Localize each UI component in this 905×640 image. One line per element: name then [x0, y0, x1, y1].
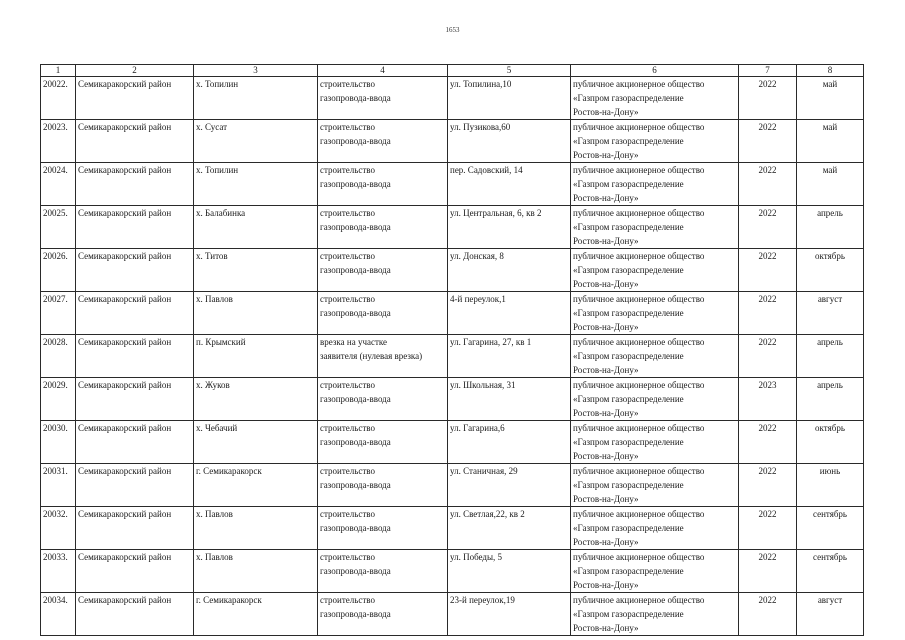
region-cell: Семикаракорский район	[76, 335, 194, 378]
address-cell: пер. Садовский, 14	[448, 163, 571, 206]
organization-cell-line: публичное акционерное общество	[573, 337, 705, 347]
row-number-cell: 20024.	[41, 163, 76, 206]
column-header: 7	[739, 65, 797, 77]
work-type-cell	[318, 593, 448, 636]
region-cell: Семикаракорский район	[76, 163, 194, 206]
organization-cell-line: «Газпром газораспределение	[573, 394, 684, 404]
organization-cell-line: публичное акционерное общество	[573, 251, 705, 261]
address-cell: ул. Пузикова,60	[448, 120, 571, 163]
region-cell: Семикаракорский район	[76, 593, 194, 636]
organization-cell-line: публичное акционерное общество	[573, 165, 705, 175]
column-header: 2	[76, 65, 194, 77]
work-type-cell-line: строительство	[320, 294, 375, 304]
page-number: 1653	[445, 26, 460, 34]
settlement-cell: г. Семикаракорск	[194, 464, 318, 507]
month-cell: октябрь	[797, 421, 864, 464]
work-type-cell-line: строительство	[320, 423, 375, 433]
gas-connection-registry-table	[40, 64, 864, 636]
work-type-cell	[318, 120, 448, 163]
table-row	[41, 421, 864, 464]
address-cell: ул. Гагарина,6	[448, 421, 571, 464]
region-cell: Семикаракорский район	[76, 507, 194, 550]
work-type-cell-line: строительство	[320, 509, 375, 519]
row-number-cell: 20026.	[41, 249, 76, 292]
work-type-cell-line: строительство	[320, 122, 375, 132]
region-cell: Семикаракорский район	[76, 206, 194, 249]
organization-cell-line: публичное акционерное общество	[573, 294, 705, 304]
settlement-cell: х. Топилин	[194, 77, 318, 120]
work-type-cell-line: газопровода-ввода	[320, 480, 391, 490]
organization-cell-line: «Газпром газораспределение	[573, 265, 684, 275]
organization-cell-line: «Газпром газораспределение	[573, 566, 684, 576]
table-body	[41, 77, 864, 636]
year-cell: 2022	[739, 335, 797, 378]
row-number-cell: 20030.	[41, 421, 76, 464]
work-type-cell-line: строительство	[320, 466, 375, 476]
organization-cell-line: «Газпром газораспределение	[573, 609, 684, 619]
month-cell: май	[797, 120, 864, 163]
organization-cell-line: «Газпром газораспределение	[573, 179, 684, 189]
work-type-cell-line: газопровода-ввода	[320, 179, 391, 189]
settlement-cell: х. Балабинка	[194, 206, 318, 249]
organization-cell-line: публичное акционерное общество	[573, 466, 705, 476]
work-type-cell-line: газопровода-ввода	[320, 308, 391, 318]
organization-cell-line: Ростов-на-Дону»	[573, 408, 639, 418]
month-cell: сентябрь	[797, 507, 864, 550]
organization-cell	[571, 206, 739, 249]
organization-cell-line: публичное акционерное общество	[573, 122, 705, 132]
table-row	[41, 335, 864, 378]
organization-cell-line: публичное акционерное общество	[573, 552, 705, 562]
month-cell: июнь	[797, 464, 864, 507]
year-cell: 2022	[739, 249, 797, 292]
address-cell: ул. Центральная, 6, кв 2	[448, 206, 571, 249]
work-type-cell-line: газопровода-ввода	[320, 93, 391, 103]
column-header: 1	[41, 65, 76, 77]
month-cell: апрель	[797, 378, 864, 421]
year-cell: 2022	[739, 550, 797, 593]
column-header: 8	[797, 65, 864, 77]
work-type-cell	[318, 335, 448, 378]
row-number-cell: 20029.	[41, 378, 76, 421]
address-cell: ул. Топилина,10	[448, 77, 571, 120]
organization-cell-line: «Газпром газораспределение	[573, 308, 684, 318]
organization-cell-line: «Газпром газораспределение	[573, 480, 684, 490]
month-cell: сентябрь	[797, 550, 864, 593]
work-type-cell-line: заявителя (нулевая врезка)	[320, 351, 423, 361]
row-number-cell: 20031.	[41, 464, 76, 507]
organization-cell-line: Ростов-на-Дону»	[573, 150, 639, 160]
address-cell: 4-й переулок,1	[448, 292, 571, 335]
table-row	[41, 378, 864, 421]
year-cell: 2022	[739, 421, 797, 464]
organization-cell-line: публичное акционерное общество	[573, 208, 705, 218]
work-type-cell	[318, 163, 448, 206]
address-cell: ул. Гагарина, 27, кв 1	[448, 335, 571, 378]
organization-cell	[571, 249, 739, 292]
table-row	[41, 292, 864, 335]
work-type-cell-line: строительство	[320, 79, 375, 89]
column-header: 3	[194, 65, 318, 77]
row-number-cell: 20027.	[41, 292, 76, 335]
region-cell: Семикаракорский район	[76, 378, 194, 421]
work-type-cell	[318, 421, 448, 464]
organization-cell-line: Ростов-на-Дону»	[573, 494, 639, 504]
work-type-cell	[318, 464, 448, 507]
work-type-cell-line: газопровода-ввода	[320, 437, 391, 447]
settlement-cell: х. Павлов	[194, 550, 318, 593]
settlement-cell: п. Крымский	[194, 335, 318, 378]
address-cell: 23-й переулок,19	[448, 593, 571, 636]
organization-cell-line: Ростов-на-Дону»	[573, 236, 639, 246]
address-cell: ул. Светлая,22, кв 2	[448, 507, 571, 550]
organization-cell-line: Ростов-на-Дону»	[573, 580, 639, 590]
settlement-cell: х. Жуков	[194, 378, 318, 421]
year-cell: 2022	[739, 77, 797, 120]
organization-cell-line: Ростов-на-Дону»	[573, 279, 639, 289]
organization-cell	[571, 120, 739, 163]
year-cell: 2022	[739, 593, 797, 636]
organization-cell-line: «Газпром газораспределение	[573, 222, 684, 232]
year-cell: 2022	[739, 507, 797, 550]
work-type-cell-line: газопровода-ввода	[320, 566, 391, 576]
region-cell: Семикаракорский район	[76, 292, 194, 335]
work-type-cell-line: строительство	[320, 251, 375, 261]
month-cell: август	[797, 292, 864, 335]
address-cell: ул. Станичная, 29	[448, 464, 571, 507]
address-cell: ул. Победы, 5	[448, 550, 571, 593]
month-cell: октябрь	[797, 249, 864, 292]
work-type-cell-line: строительство	[320, 552, 375, 562]
work-type-cell	[318, 550, 448, 593]
month-cell: май	[797, 77, 864, 120]
year-cell: 2022	[739, 206, 797, 249]
row-number-cell: 20028.	[41, 335, 76, 378]
organization-cell-line: Ростов-на-Дону»	[573, 322, 639, 332]
organization-cell	[571, 378, 739, 421]
organization-cell-line: публичное акционерное общество	[573, 380, 705, 390]
organization-cell	[571, 550, 739, 593]
organization-cell	[571, 593, 739, 636]
column-header: 6	[571, 65, 739, 77]
table-row	[41, 120, 864, 163]
month-cell: август	[797, 593, 864, 636]
organization-cell	[571, 507, 739, 550]
organization-cell-line: публичное акционерное общество	[573, 423, 705, 433]
table-row	[41, 206, 864, 249]
row-number-cell: 20032.	[41, 507, 76, 550]
region-cell: Семикаракорский район	[76, 77, 194, 120]
work-type-cell-line: газопровода-ввода	[320, 609, 391, 619]
settlement-cell: х. Топилин	[194, 163, 318, 206]
region-cell: Семикаракорский район	[76, 550, 194, 593]
organization-cell-line: публичное акционерное общество	[573, 595, 705, 605]
table-row	[41, 464, 864, 507]
work-type-cell-line: строительство	[320, 595, 375, 605]
work-type-cell-line: строительство	[320, 208, 375, 218]
organization-cell-line: «Газпром газораспределение	[573, 136, 684, 146]
table-row	[41, 249, 864, 292]
organization-cell-line: «Газпром газораспределение	[573, 437, 684, 447]
row-number-cell: 20023.	[41, 120, 76, 163]
organization-cell-line: «Газпром газораспределение	[573, 93, 684, 103]
settlement-cell: х. Сусат	[194, 120, 318, 163]
year-cell: 2023	[739, 378, 797, 421]
region-cell: Семикаракорский район	[76, 464, 194, 507]
work-type-cell-line: врезка на участке	[320, 337, 388, 347]
organization-cell-line: Ростов-на-Дону»	[573, 623, 639, 633]
organization-cell	[571, 421, 739, 464]
table-row	[41, 163, 864, 206]
work-type-cell-line: газопровода-ввода	[320, 394, 391, 404]
row-number-cell: 20022.	[41, 77, 76, 120]
settlement-cell: г. Семикаракорск	[194, 593, 318, 636]
organization-cell-line: Ростов-на-Дону»	[573, 107, 639, 117]
year-cell: 2022	[739, 120, 797, 163]
organization-cell	[571, 292, 739, 335]
settlement-cell: х. Павлов	[194, 507, 318, 550]
organization-cell	[571, 163, 739, 206]
work-type-cell-line: газопровода-ввода	[320, 523, 391, 533]
month-cell: май	[797, 163, 864, 206]
work-type-cell	[318, 507, 448, 550]
work-type-cell	[318, 292, 448, 335]
column-header: 5	[448, 65, 571, 77]
region-cell: Семикаракорский район	[76, 120, 194, 163]
table-row	[41, 507, 864, 550]
organization-cell-line: публичное акционерное общество	[573, 509, 705, 519]
settlement-cell: х. Титов	[194, 249, 318, 292]
work-type-cell-line: строительство	[320, 380, 375, 390]
work-type-cell	[318, 249, 448, 292]
organization-cell	[571, 464, 739, 507]
work-type-cell-line: строительство	[320, 165, 375, 175]
work-type-cell-line: газопровода-ввода	[320, 265, 391, 275]
year-cell: 2022	[739, 292, 797, 335]
work-type-cell-line: газопровода-ввода	[320, 222, 391, 232]
table-row	[41, 77, 864, 120]
work-type-cell	[318, 206, 448, 249]
organization-cell-line: «Газпром газораспределение	[573, 523, 684, 533]
year-cell: 2022	[739, 464, 797, 507]
organization-cell-line: «Газпром газораспределение	[573, 351, 684, 361]
table-row	[41, 550, 864, 593]
row-number-cell: 20034.	[41, 593, 76, 636]
month-cell: апрель	[797, 335, 864, 378]
organization-cell	[571, 77, 739, 120]
region-cell: Семикаракорский район	[76, 421, 194, 464]
settlement-cell: х. Чебачий	[194, 421, 318, 464]
year-cell: 2022	[739, 163, 797, 206]
row-number-cell: 20025.	[41, 206, 76, 249]
row-number-cell: 20033.	[41, 550, 76, 593]
work-type-cell	[318, 378, 448, 421]
address-cell: ул. Донская, 8	[448, 249, 571, 292]
organization-cell	[571, 335, 739, 378]
work-type-cell-line: газопровода-ввода	[320, 136, 391, 146]
organization-cell-line: Ростов-на-Дону»	[573, 193, 639, 203]
organization-cell-line: Ростов-на-Дону»	[573, 365, 639, 375]
work-type-cell	[318, 77, 448, 120]
organization-cell-line: Ростов-на-Дону»	[573, 451, 639, 461]
table-row	[41, 593, 864, 636]
region-cell: Семикаракорский район	[76, 249, 194, 292]
column-number-row	[41, 65, 864, 77]
month-cell: апрель	[797, 206, 864, 249]
column-header: 4	[318, 65, 448, 77]
organization-cell-line: публичное акционерное общество	[573, 79, 705, 89]
organization-cell-line: Ростов-на-Дону»	[573, 537, 639, 547]
address-cell: ул. Школьная, 31	[448, 378, 571, 421]
settlement-cell: х. Павлов	[194, 292, 318, 335]
